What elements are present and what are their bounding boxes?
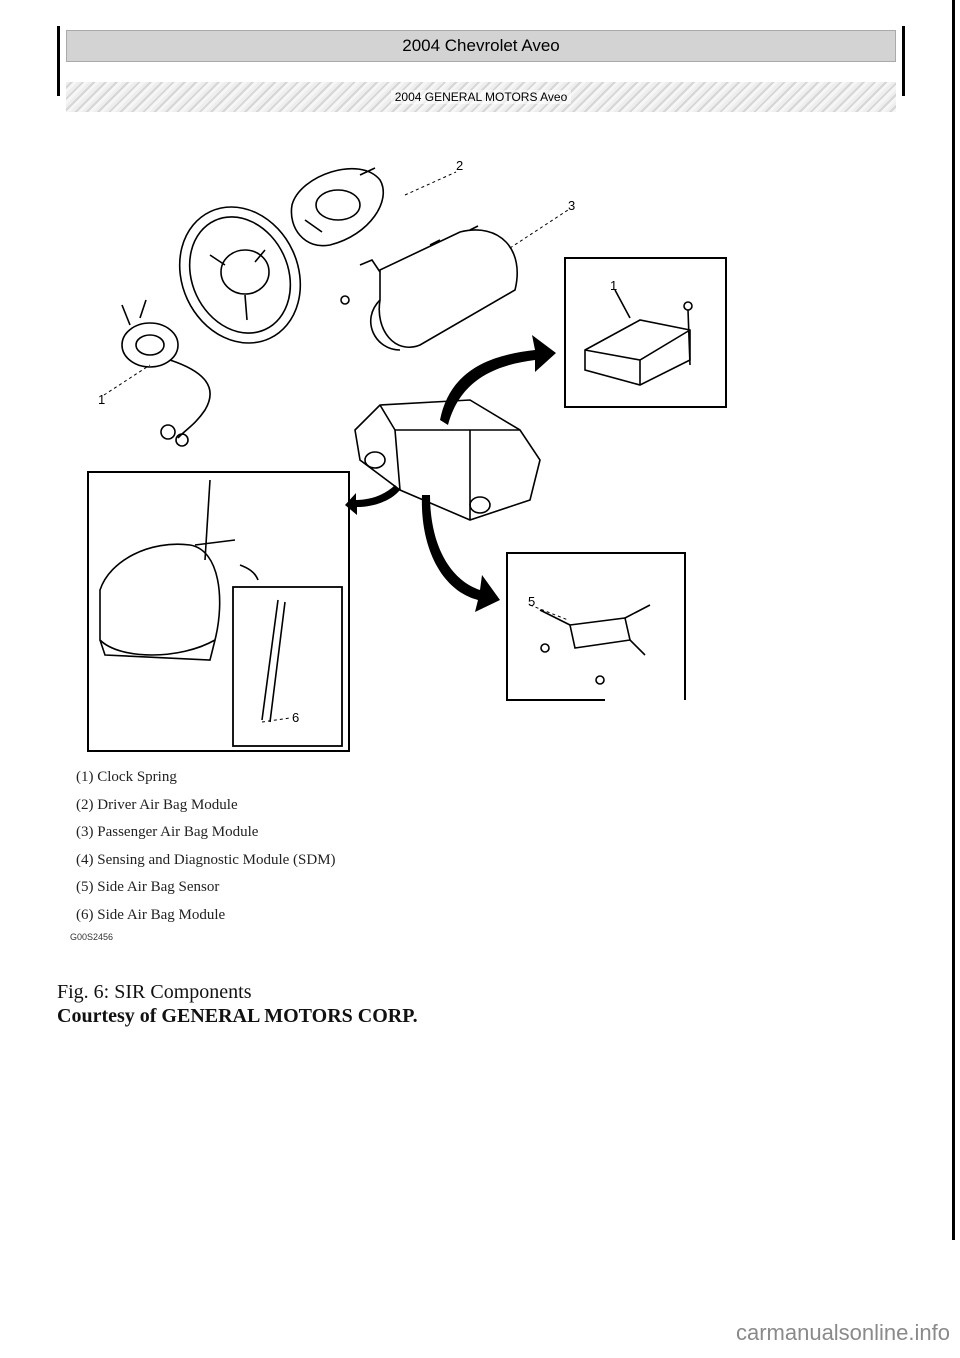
- side-airbag-sensor-inset: [507, 553, 685, 700]
- legend-item-sdm: (4) Sensing and Diagnostic Module (SDM): [76, 851, 336, 868]
- legend-item-side-airbag-sensor: (5) Side Air Bag Sensor: [76, 879, 220, 895]
- figure-code: G00S2456: [70, 932, 114, 942]
- callout-2: 2: [456, 158, 464, 173]
- header-title: 2004 Chevrolet Aveo: [66, 30, 896, 62]
- steering-wheel-drawing: [158, 187, 322, 363]
- callout-6: 6: [292, 710, 300, 725]
- sdm-inset: [565, 258, 726, 407]
- watermark: carmanualsonline.info: [735, 1320, 950, 1345]
- figure-legend: [76, 764, 336, 929]
- driver-airbag-module-drawing: [291, 168, 383, 246]
- callout-4: 1: [610, 278, 618, 293]
- legend-item-driver-airbag: (2) Driver Air Bag Module: [76, 796, 238, 813]
- caption-credit: Courtesy of GENERAL MOTORS CORP.: [57, 1005, 418, 1027]
- callout-5: 5: [528, 594, 536, 609]
- callout-1: 1: [98, 392, 106, 407]
- passenger-airbag-module-drawing: [341, 226, 517, 350]
- legend-item-passenger-airbag: (3) Passenger Air Bag Module: [76, 824, 259, 840]
- pointer-arrows: [345, 335, 556, 612]
- header-subtitle: 2004 GENERAL MOTORS Aveo: [391, 90, 572, 104]
- callout-3: 3: [568, 198, 576, 213]
- legend-item-side-airbag-module: (6) Side Air Bag Module: [76, 906, 226, 923]
- side-airbag-module-inset: [88, 472, 349, 751]
- figure-caption: [57, 980, 418, 1028]
- callout-leader-lines: [104, 172, 568, 722]
- legend-item-clock-spring: (1) Clock Spring: [76, 769, 177, 785]
- caption-title: Fig. 6: SIR Components: [57, 981, 252, 1003]
- clock-spring-drawing: [122, 300, 210, 446]
